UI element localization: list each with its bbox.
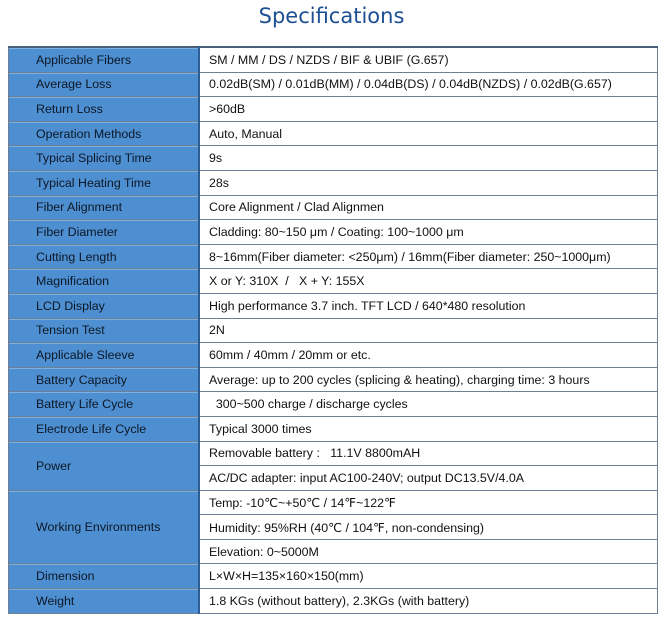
spec-value: 2N	[199, 318, 658, 343]
spec-label: Weight	[9, 589, 200, 614]
table-row	[9, 392, 658, 417]
spec-label: Power	[9, 441, 200, 490]
table-row	[9, 244, 658, 269]
spec-label: Electrode Life Cycle	[9, 416, 200, 441]
spec-label: Typical Heating Time	[9, 170, 200, 195]
table-row	[9, 72, 658, 97]
spec-label: Battery Capacity	[9, 367, 200, 392]
spec-value: X or Y: 310X / X + Y: 155X	[199, 269, 658, 294]
spec-label: Typical Splicing Time	[9, 146, 200, 171]
spec-value: Cladding: 80~150 μm / Coating: 100~1000 μm	[199, 220, 658, 245]
table-row	[9, 564, 658, 589]
spec-label: Battery Life Cycle	[9, 392, 200, 417]
spec-label: Dimension	[9, 564, 200, 589]
spec-value: AC/DC adapter: input AC100-240V; output DC13.5V/4.0A	[199, 466, 658, 491]
spec-label: Applicable Fibers	[9, 47, 200, 72]
table-row	[9, 318, 658, 343]
spec-label: Fiber Alignment	[9, 195, 200, 220]
table-row	[9, 170, 658, 195]
table-row	[9, 293, 658, 318]
specifications-table-body	[9, 47, 658, 613]
specifications-table	[8, 46, 658, 614]
spec-value: Typical 3000 times	[199, 416, 658, 441]
spec-label: Average Loss	[9, 72, 200, 97]
table-row	[9, 416, 658, 441]
spec-value: Temp: -10℃~+50℃ / 14℉~122℉	[199, 490, 658, 515]
spec-label: Return Loss	[9, 97, 200, 122]
spec-value: 28s	[199, 170, 658, 195]
spec-value: L×W×H=135×160×150(mm)	[199, 564, 658, 589]
table-row	[9, 47, 658, 72]
table-row	[9, 269, 658, 294]
spec-value: Humidity: 95%RH (40℃ / 104℉, non-condensing)	[199, 515, 658, 540]
table-row	[9, 97, 658, 122]
table-row	[9, 195, 658, 220]
spec-label: Working Environments	[9, 490, 200, 564]
spec-value: Average: up to 200 cycles (splicing & heating), charging time: 3 hours	[199, 367, 658, 392]
spec-value: >60dB	[199, 97, 658, 122]
spec-value: Auto, Manual	[199, 121, 658, 146]
table-row	[9, 490, 658, 515]
spec-value: 9s	[199, 146, 658, 171]
spec-label: Applicable Sleeve	[9, 343, 200, 368]
table-row	[9, 343, 658, 368]
table-row	[9, 121, 658, 146]
spec-value: 60mm / 40mm / 20mm or etc.	[199, 343, 658, 368]
spec-value: Removable battery : 11.1V 8800mAH	[199, 441, 658, 466]
table-row	[9, 367, 658, 392]
table-row	[9, 589, 658, 614]
spec-label: Operation Methods	[9, 121, 200, 146]
spec-value: SM / MM / DS / NZDS / BIF & UBIF (G.657)	[199, 47, 658, 72]
table-row	[9, 146, 658, 171]
page-title: Specifications	[258, 4, 405, 28]
spec-value: 0.02dB(SM) / 0.01dB(MM) / 0.04dB(DS) / 0.04dB(NZDS) / 0.02dB(G.657)	[199, 72, 658, 97]
spec-value: 300~500 charge / discharge cycles	[199, 392, 658, 417]
spec-value: 1.8 KGs (without battery), 2.3KGs (with battery)	[199, 589, 658, 614]
spec-label: Magnification	[9, 269, 200, 294]
spec-value: 8~16mm(Fiber diameter: <250μm) / 16mm(Fiber diameter: 250~1000μm)	[199, 244, 658, 269]
spec-value: Elevation: 0~5000M	[199, 539, 658, 564]
spec-label: Tension Test	[9, 318, 200, 343]
spec-label: LCD Display	[9, 293, 200, 318]
spec-value: Core Alignment / Clad Alignmen	[199, 195, 658, 220]
table-row	[9, 220, 658, 245]
table-row	[9, 441, 658, 466]
spec-label: Fiber Diameter	[9, 220, 200, 245]
spec-label: Cutting Length	[9, 244, 200, 269]
spec-value: High performance 3.7 inch. TFT LCD / 640*480 resolution	[199, 293, 658, 318]
